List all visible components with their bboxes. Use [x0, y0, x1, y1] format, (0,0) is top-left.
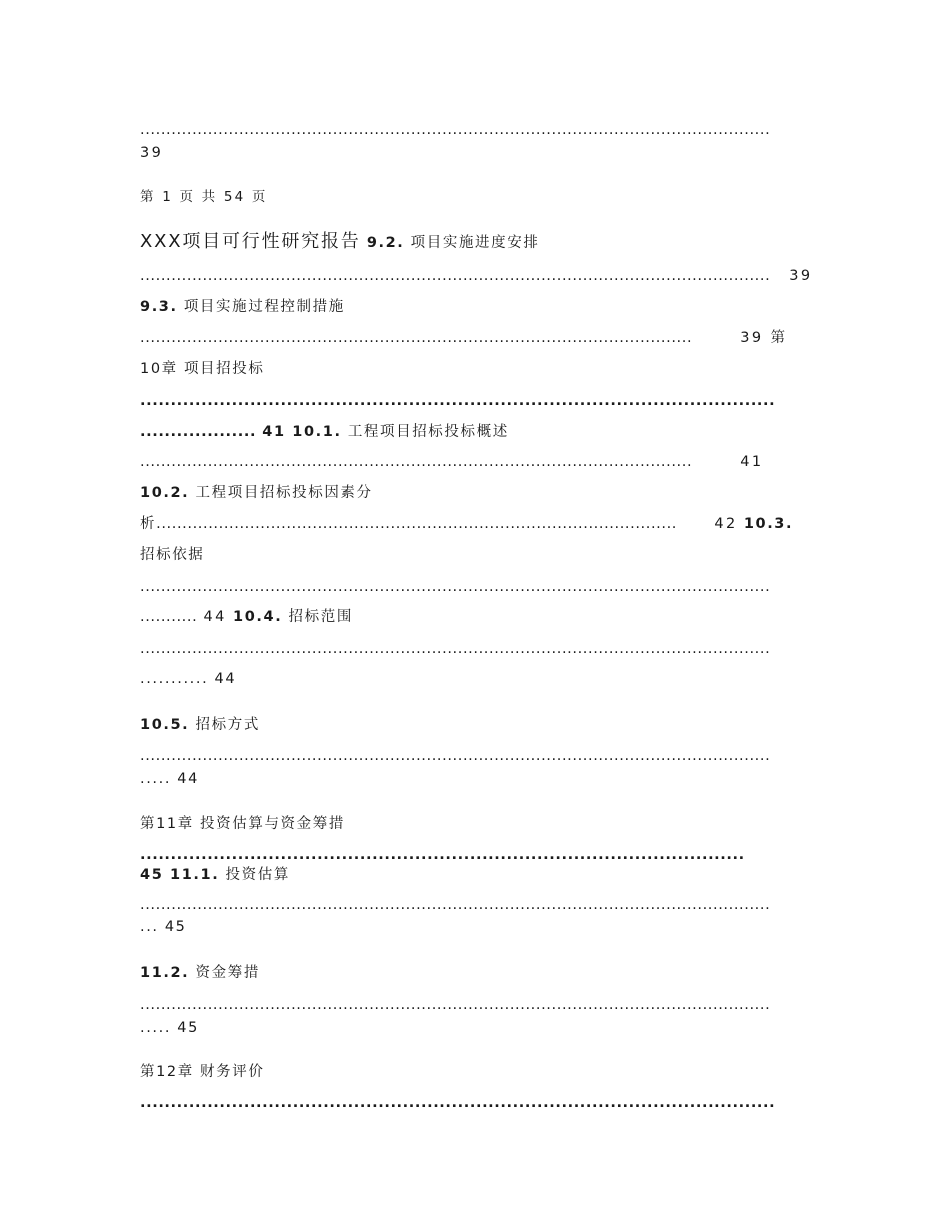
toc-leader-row [140, 514, 793, 534]
toc-page-number: 44 [203, 609, 227, 625]
section-title: 招标范围 [288, 609, 353, 625]
section-number: 10.4. [233, 609, 283, 625]
section-number: 10.5. [140, 717, 190, 733]
toc-entry-10-1 [140, 422, 509, 442]
toc-chapter-10: 10章 项目招投标 [140, 361, 265, 377]
section-title: 招标方式 [195, 717, 260, 733]
toc-page-number: 39 [789, 268, 813, 284]
section-number: 45 11.1. [140, 867, 220, 883]
toc-leader: ......................................................................................................................... [140, 897, 771, 913]
toc-leader: ........... [140, 609, 198, 625]
toc-entry-11-2 [140, 963, 260, 983]
section-number: 9.2. [366, 235, 405, 251]
toc-page-number: ... 45 [140, 919, 187, 935]
toc-leader: ......................................................................................................................... [140, 268, 771, 284]
toc-leader: ........................................................................................................ [140, 1095, 776, 1111]
toc-page-number: 39 第 [740, 330, 788, 346]
toc-page-number: 39 [140, 145, 164, 161]
section-number: 9.3. [140, 299, 178, 315]
section-title: 析 [140, 516, 157, 532]
toc-page-number: ........... 44 [140, 671, 237, 687]
section-title: 项目实施进度安排 [410, 235, 540, 251]
toc-page-number: 41 [740, 454, 764, 470]
toc-leader: ......................................................................................................................... [140, 997, 771, 1013]
section-title: 工程项目招标投标概述 [347, 424, 509, 440]
toc-leader: ......................................................................................................................... [140, 641, 771, 657]
toc-page-number: 42 [714, 516, 738, 532]
toc-entry-10-5 [140, 715, 260, 735]
toc-leader: .......................................................................................................... [140, 454, 693, 470]
toc-entry-9-3 [140, 297, 345, 317]
section-title: 工程项目招标投标因素分 [195, 485, 373, 501]
section-number: 10.2. [140, 485, 190, 501]
toc-entry-10-2 [140, 483, 373, 503]
toc-chapter-12: 第12章 财务评价 [140, 1064, 265, 1080]
toc-leader: ................... [140, 424, 257, 440]
page-footer: 第 1 页 共 54 页 [140, 189, 268, 205]
toc-leader: ......................................................................................................................... [140, 122, 771, 138]
toc-leader-row [140, 452, 763, 472]
toc-leader: ................................................................................................... [140, 847, 745, 863]
toc-leader: .................................................................................................... [156, 516, 678, 532]
toc-leader-row [140, 266, 812, 286]
toc-leader: .......................................................................................................... [140, 330, 693, 346]
section-number: 41 10.1. [262, 424, 342, 440]
section-number: 11.2. [140, 965, 190, 981]
toc-leader: ........................................................................................................ [140, 393, 776, 409]
section-title: 项目实施过程控制措施 [183, 299, 345, 315]
section-number: 10.3. [743, 516, 794, 532]
toc-entry-11-1 [140, 865, 290, 885]
toc-page-number: ..... 45 [140, 1020, 199, 1036]
section-title: 资金筹措 [195, 965, 260, 981]
toc-leader-row [140, 328, 787, 348]
toc-chapter-11: 第11章 投资估算与资金筹措 [140, 816, 345, 832]
section-title: 投资估算 [225, 867, 290, 883]
toc-entry-10-4 [140, 607, 353, 627]
toc-leader: ......................................................................................................................... [140, 748, 771, 764]
toc-leader: ......................................................................................................................... [140, 579, 771, 595]
toc-entry-9-2 [140, 232, 539, 253]
document-header: XXX项目可行性研究报告 [140, 231, 361, 252]
toc-entry-10-3: 招标依据 [140, 547, 205, 563]
toc-page-number: ..... 44 [140, 771, 199, 787]
